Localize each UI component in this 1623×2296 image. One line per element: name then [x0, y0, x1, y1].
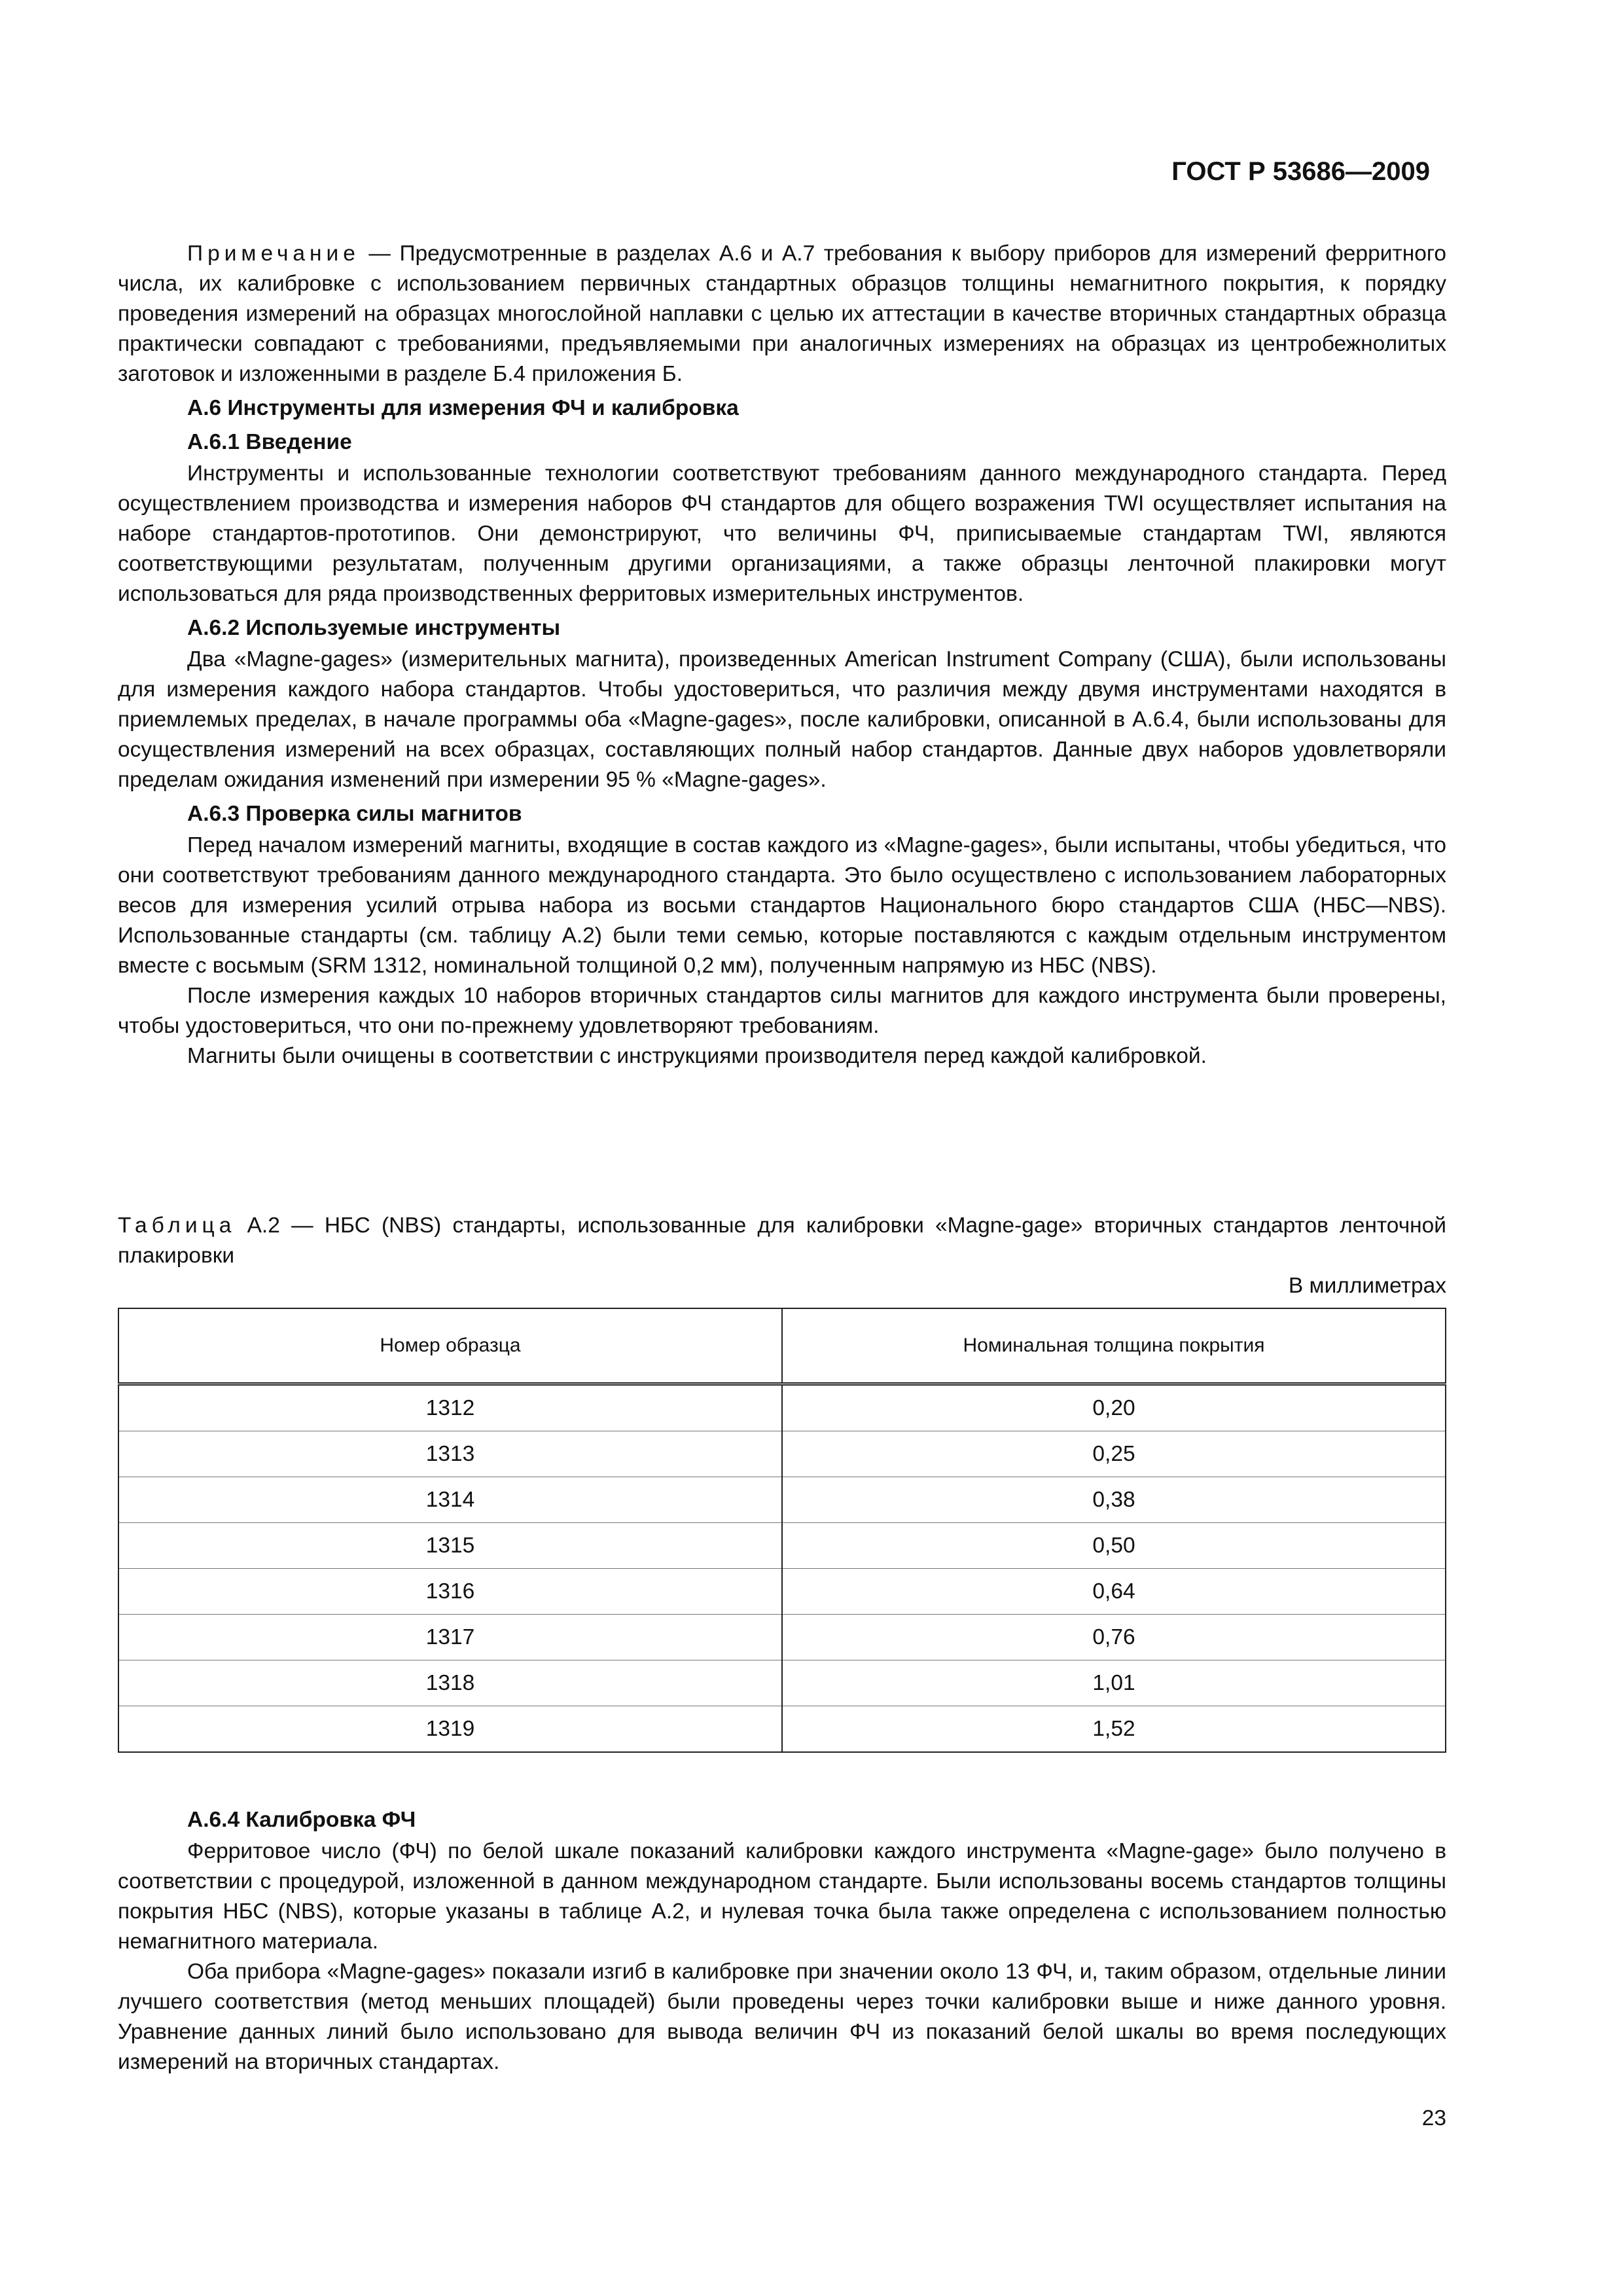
- sample-number-cell: 1316: [118, 1569, 782, 1615]
- section-a6-title: А.6 Инструменты для измерения ФЧ и калибровка: [187, 396, 739, 420]
- table-row: [118, 1615, 1446, 1660]
- section-a64-title: А.6.4 Калибровка ФЧ: [187, 1808, 416, 1832]
- table-row: [118, 1431, 1446, 1477]
- table-row: [118, 1706, 1446, 1753]
- body-text-bottom: [118, 1805, 1446, 2077]
- sample-number-cell: 1315: [118, 1523, 782, 1569]
- table-row: [118, 1569, 1446, 1615]
- thickness-cell: 0,76: [782, 1615, 1446, 1660]
- section-a64-paragraph-2: Оба прибора «Magne-gages» показали изгиб в калибровке при значении около 13 ФЧ, и, таким образом, отдельные линии лучшего соответствия (метод меньших площадей) были проведены через точки калибровки выше и ниже данного уровня. Уравнение данных линий было использовано для вывода величин ФЧ из показаний белой шкалы во время последующих измерений на вторичных стандартах.: [118, 1960, 1446, 2074]
- thickness-cell: 0,64: [782, 1569, 1446, 1615]
- thickness-cell: 1,52: [782, 1706, 1446, 1753]
- table-row: [118, 1384, 1446, 1431]
- column-header-sample-number: Номер образца: [118, 1308, 782, 1384]
- thickness-cell: 0,50: [782, 1523, 1446, 1569]
- column-header-nominal-thickness: Номинальная толщина покрытия: [782, 1308, 1446, 1384]
- thickness-cell: 0,25: [782, 1431, 1446, 1477]
- section-a61-title: А.6.1 Введение: [187, 430, 352, 454]
- note-label: Примечание: [187, 242, 360, 266]
- table-caption-text: А.2 — НБС (NBS) стандарты, использованные для калибровки «Magne-gage» вторичных стандартов ленточной плакировки: [118, 1213, 1446, 1268]
- thickness-cell: 0,20: [782, 1384, 1446, 1431]
- table-caption-label: Таблица: [118, 1213, 236, 1238]
- sample-number-cell: 1312: [118, 1384, 782, 1431]
- table-row: [118, 1477, 1446, 1523]
- page-number: 23: [1421, 2106, 1446, 2130]
- thickness-cell: 1,01: [782, 1660, 1446, 1706]
- note-text: — Предусмотренные в разделах А.6 и А.7 требования к выбору приборов для измерений ферритного числа, их калибровке с использованием первичных стандартных образцов толщины немагнитного покрытия, к порядку проведения измерений на образцах многослойной наплавки с целью их аттестации в качестве вторичных стандартных образца практически совпадают с требованиями, предъявляемыми при аналогичных измерениях на образцах из центробежнолитых заготовок и изложенными в разделе Б.4 приложения Б.: [118, 242, 1446, 386]
- sample-number-cell: 1313: [118, 1431, 782, 1477]
- section-a61-paragraph: Инструменты и использованные технологии соответствуют требованиям данного международного стандарта. Перед осуществлением производства и измерения наборов ФЧ стандартов для общего возражения TWI осуществляет испытания на наборе стандартов-прототипов. Они демонстрируют, что величины ФЧ, приписываемые стандартам TWI, являются соответствующими результатам, полученным другими организациями, а также образцы ленточной плакировки могут использоваться для ряда производственных ферритовых измерительных инструментов.: [118, 461, 1446, 606]
- standard-code: ГОСТ Р 53686—2009: [1171, 157, 1430, 186]
- body-text-top: [118, 239, 1446, 1071]
- section-a62-paragraph: Два «Magne-gages» (измерительных магнита), произведенных American Instrument Company (США), были использованы для измерения каждого набора стандартов. Чтобы удостовериться, что различия между двумя инструментами находятся в приемлемых пределах, в начале программы оба «Magne-gages», после калибровки, описанной в А.6.4, были использованы для осуществления измерений на всех образцах, составляющих полный набор стандартов. Данные двух наборов удовлетворяли пределам ожидания изменений при измерении 95 % «Magne-gages».: [118, 647, 1446, 792]
- thickness-cell: 0,38: [782, 1477, 1446, 1523]
- table-units: В миллиметрах: [1288, 1274, 1446, 1298]
- sample-number-cell: 1314: [118, 1477, 782, 1523]
- section-a63-paragraph-2: После измерения каждых 10 наборов вторичных стандартов силы магнитов для каждого инструмента были проверены, чтобы удостовериться, что они по-прежнему удовлетворяют требованиям.: [118, 984, 1446, 1038]
- note-paragraph: [118, 239, 1446, 389]
- table-row: [118, 1523, 1446, 1569]
- sample-number-cell: 1318: [118, 1660, 782, 1706]
- sample-number-cell: 1317: [118, 1615, 782, 1660]
- section-a63-paragraph-1: Перед началом измерений магниты, входящие в состав каждого из «Magne-gages», были испытаны, чтобы убедиться, что они соответствуют требованиям данного международного стандарта. Это было осуществлено с использованием лабораторных весов для измерения усилий отрыва набора из восьми стандартов Национального бюро стандартов США (НБС—NBS). Использованные стандарты (см. таблицу А.2) были теми семью, которые поставляются с каждым отдельным инструментом вместе с восьмым (SRM 1312, номинальной толщиной 0,2 мм), полученным напрямую из НБС (NBS).: [118, 833, 1446, 978]
- section-a63-title: А.6.3 Проверка силы магнитов: [187, 802, 522, 826]
- section-a63-paragraph-3: Магниты были очищены в соответствии с инструкциями производителя перед каждой калибровкой.: [187, 1044, 1207, 1068]
- calibration-standards-table: [118, 1308, 1446, 1753]
- table-row: [118, 1660, 1446, 1706]
- section-a64-paragraph-1: Ферритовое число (ФЧ) по белой шкале показаний калибровки каждого инструмента «Magne-gage» было получено в соответствии с процедурой, изложенной в данном международном стандарте. Были использованы восемь стандартов толщины покрытия НБС (NBS), которые указаны в таблице А.2, и нулевая точка была также определена с использованием полностью немагнитного материала.: [118, 1839, 1446, 1954]
- table-header-row: [118, 1308, 1446, 1384]
- sample-number-cell: 1319: [118, 1706, 782, 1753]
- table-caption: [118, 1211, 1446, 1271]
- section-a62-title: А.6.2 Используемые инструменты: [187, 616, 561, 640]
